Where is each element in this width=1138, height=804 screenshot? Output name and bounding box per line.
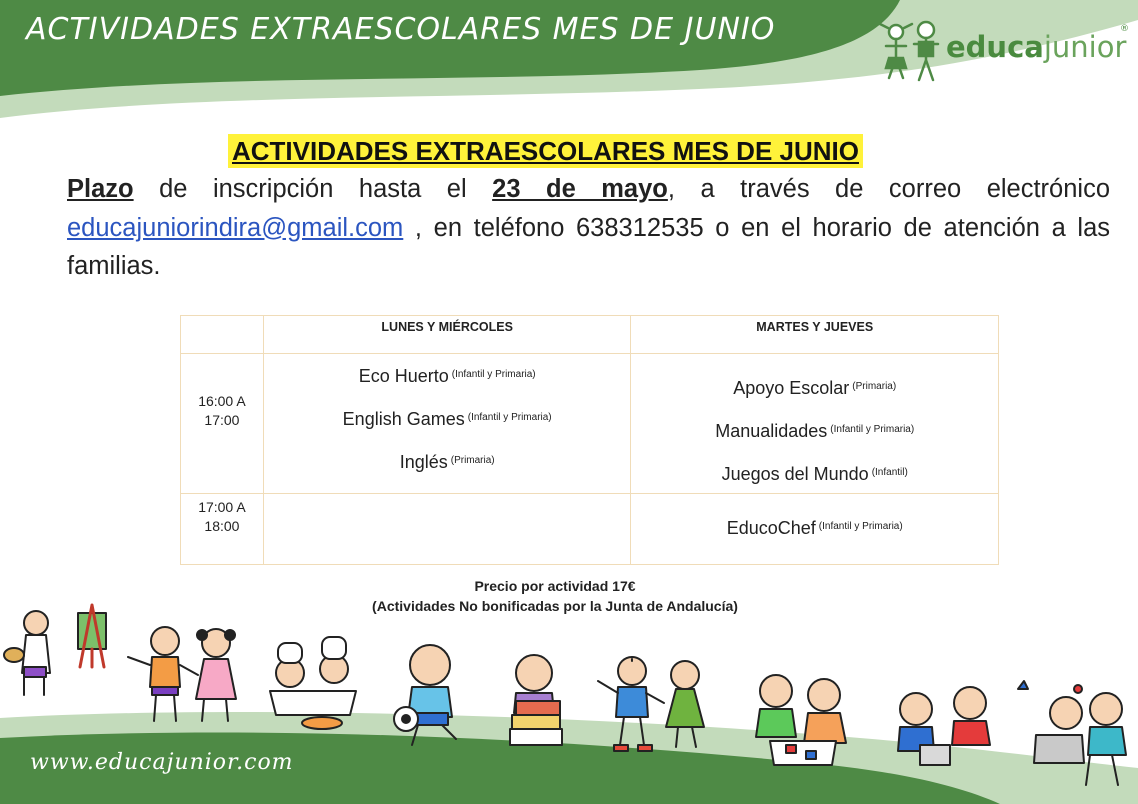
schedule-table bbox=[180, 315, 999, 565]
time-slot-end: 17:00 bbox=[204, 412, 240, 428]
activity-item bbox=[631, 518, 998, 539]
activity-item bbox=[264, 452, 631, 473]
time-slot-start: 16:00 A bbox=[198, 393, 246, 409]
activity-name: Juegos del Mundo bbox=[721, 464, 869, 484]
deadline-date: 23 de mayo bbox=[492, 175, 668, 203]
activity-level: (Infantil y Primaria) bbox=[451, 369, 536, 380]
intro-text-3: , en teléfono 638312535 o en el horario de atención a las familias. bbox=[67, 213, 1110, 280]
activity-name: Inglés bbox=[399, 452, 448, 472]
activity-name: Apoyo Escolar bbox=[733, 378, 850, 398]
activity-item bbox=[264, 409, 631, 430]
activities-martes-jueves bbox=[631, 354, 999, 494]
activities-lunes-miercoles bbox=[263, 494, 631, 565]
activities-lunes-miercoles bbox=[263, 354, 631, 494]
price-disclaimer: (Actividades No bonificadas por la Junta de Andalucía) bbox=[372, 598, 738, 614]
time-slot-end: 18:00 bbox=[204, 518, 240, 534]
time-slot-cell bbox=[181, 354, 264, 494]
activity-item bbox=[631, 421, 998, 442]
price-line: Precio por actividad 17€ bbox=[474, 578, 636, 594]
logo-word-junior: junior bbox=[1043, 30, 1127, 64]
activity-level: (Infantil y Primaria) bbox=[818, 521, 903, 532]
activity-level: (Primaria) bbox=[450, 455, 495, 466]
footer-url[interactable]: www.educajunior.com bbox=[30, 750, 294, 775]
column-header-lunes-miercoles: LUNES Y MIÉRCOLES bbox=[263, 316, 631, 354]
main-heading: ACTIVIDADES EXTRAESCOLARES MES DE JUNIO bbox=[228, 134, 863, 168]
activity-level: (Infantil y Primaria) bbox=[467, 412, 552, 423]
intro-paragraph bbox=[67, 170, 1110, 286]
logo-word-educa: educa bbox=[946, 30, 1044, 64]
activity-level: (Infantil) bbox=[871, 467, 908, 478]
activity-name: EducoChef bbox=[726, 518, 816, 538]
logo-wordmark bbox=[946, 30, 1126, 64]
table-row bbox=[181, 354, 999, 494]
activity-item bbox=[631, 464, 998, 485]
table-header-row bbox=[181, 316, 999, 354]
column-header-martes-jueves: MARTES Y JUEVES bbox=[631, 316, 999, 354]
plazo-label: Plazo bbox=[67, 175, 134, 203]
table-row bbox=[181, 494, 999, 565]
logo-registered-mark: ® bbox=[1120, 24, 1129, 34]
time-slot-cell bbox=[181, 494, 264, 565]
activity-item bbox=[264, 366, 631, 387]
activities-martes-jueves bbox=[631, 494, 999, 565]
activity-name: Manualidades bbox=[715, 421, 828, 441]
intro-text-1: de inscripción hasta el bbox=[133, 175, 493, 203]
activity-name: Eco Huerto bbox=[358, 366, 449, 386]
activity-level: (Infantil y Primaria) bbox=[830, 424, 915, 435]
header-title: ACTIVIDADES EXTRAESCOLARES MES DE JUNIO bbox=[26, 12, 776, 47]
activity-item bbox=[631, 378, 998, 399]
column-header-time bbox=[181, 316, 264, 354]
activity-name: English Games bbox=[342, 409, 465, 429]
time-slot-start: 17:00 A bbox=[198, 499, 246, 515]
email-link[interactable]: educajuniorindira@gmail.com bbox=[67, 213, 404, 242]
activity-level: (Primaria) bbox=[852, 381, 897, 392]
intro-text-2: , a través de correo electrónico bbox=[667, 175, 1111, 203]
